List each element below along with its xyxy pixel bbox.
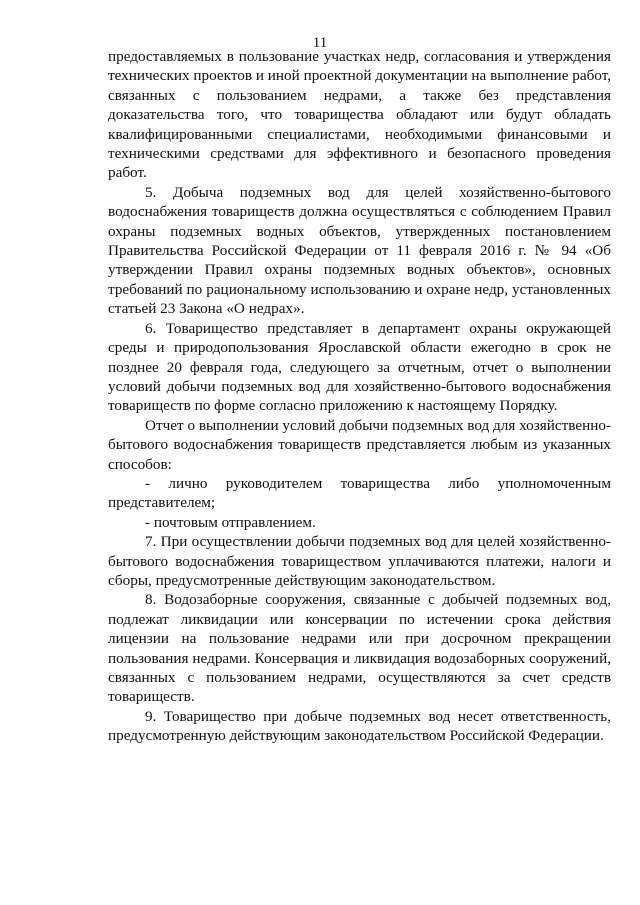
page-number: 11 xyxy=(312,35,328,51)
paragraph-report-methods: Отчет о выполнении условий добычи подземных вод для хозяйственно-бытового водоснабжения товариществ представляется любым из указанных способов: xyxy=(108,416,611,473)
list-item-by-mail: - почтовым отправлением. xyxy=(145,513,316,531)
paragraph-7: 7. При осуществлении добычи подземных вод для целей хозяйственно-бытового водоснабжения товариществом уплачиваются платежи, налоги и сборы, предусмотренные действующим законодательством. xyxy=(108,533,611,589)
paragraph-6: 6. Товарищество представляет в департамент охраны окружающей среды и природопользования Ярославской области ежегодно в срок не позднее 20 февраля года, следующего за отчетным, отчет о выполнении условий добычи подземных вод для хозяйственно-бытового водоснабжения товариществ по форме согласно приложению к настоящему Порядку. xyxy=(108,319,611,415)
paragraph-continuation: предоставляемых в пользование участках недр, согласования и утверждения технических проектов и иной проектной документации на выполнение работ, связанных с пользованием недрами, а также без представления доказательства того, что товарищества обладают или будут обладать квалифицированными специалистами, необходимыми финансовыми и техническими средствами для эффективного и безопасного проведения работ. xyxy=(108,48,611,182)
paragraph-8: 8. Водозаборные сооружения, связанные с добычей подземных вод, подлежат ликвидации или консервации по истечении срока действия лицензии на пользование недрами или при досрочном прекращении пользования недрами. Консервация и ликвидация водозаборных сооружений, связанных с пользованием недрами, осуществляются за счет средств товариществ. xyxy=(108,591,611,706)
paragraph-5: 5. Добыча подземных вод для целей хозяйственно-бытового водоснабжения товариществ должна осуществляться с соблюдением Правил охраны подземных водных объектов, утвержденных постановлением Правительства Российской Федерации от 11 февраля 2016 г. № 94 «Об утверждении Правил охраны подземных водных объектов», основных требований по рациональному использованию и охране недр, установленных статьей 23 Закона «О недрах». xyxy=(108,183,611,318)
document-body xyxy=(108,47,611,746)
list-item-in-person: - лично руководителем товарищества либо уполномоченным представителем; xyxy=(108,474,611,512)
paragraph-9: 9. Товарищество при добыче подземных вод несет ответственность, предусмотренную действующим законодательством Российской Федерации. xyxy=(108,707,611,745)
